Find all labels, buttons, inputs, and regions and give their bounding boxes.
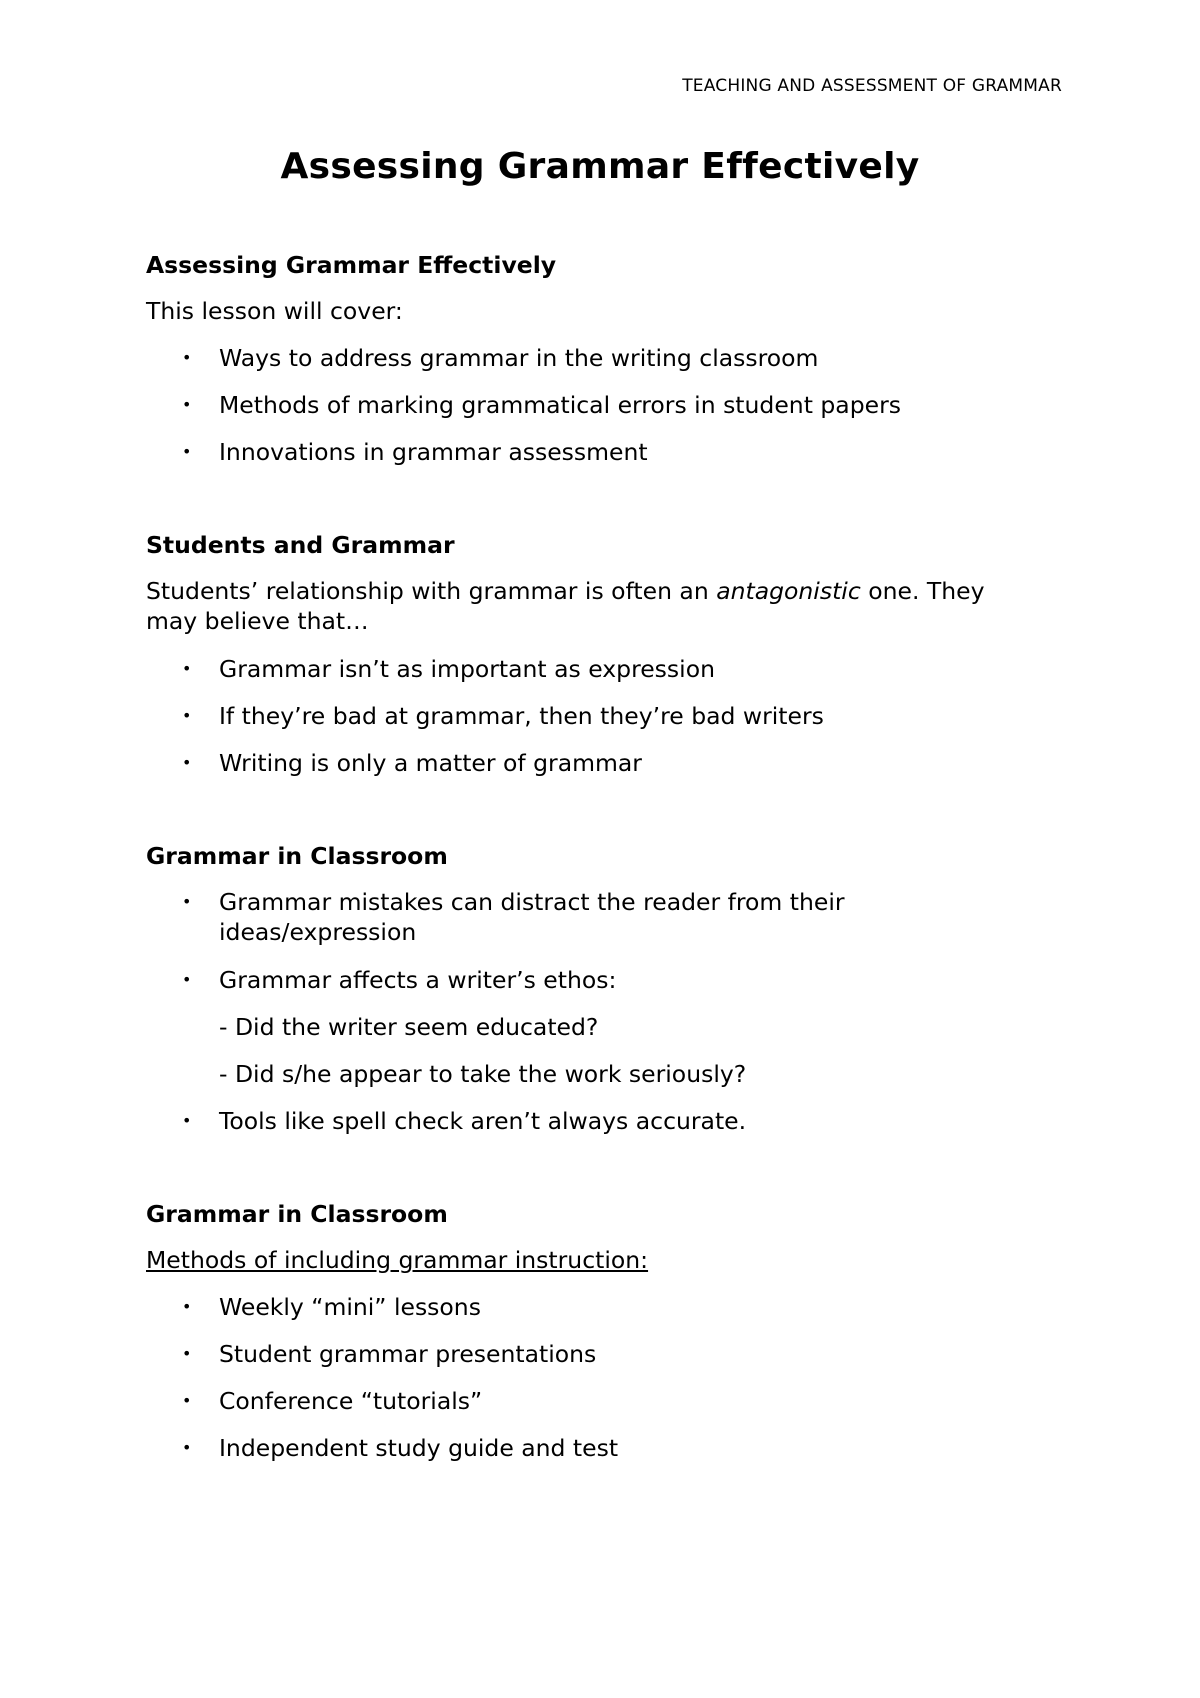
list-item-text: Ways to address grammar in the writing classroom	[219, 344, 819, 372]
bullet-icon: •	[182, 348, 192, 367]
document-title: Assessing Grammar Effectively	[280, 146, 920, 187]
section-heading: Students and Grammar	[146, 531, 455, 559]
list-item-text: Innovations in grammar assessment	[219, 438, 648, 466]
intro-text-start: Students’ relationship with grammar is often an	[146, 577, 717, 605]
bullet-icon: •	[182, 970, 192, 989]
bullet-icon: •	[182, 706, 192, 725]
list-item	[146, 1106, 1046, 1153]
list-item	[146, 1339, 1046, 1386]
bullet-icon: •	[182, 1344, 192, 1363]
sub-list-item: - Did s/he appear to take the work seriously?	[219, 1060, 747, 1088]
bullet-icon: •	[182, 1111, 192, 1130]
bullet-list	[146, 887, 1046, 1012]
list-item-text: Student grammar presentations	[219, 1340, 597, 1368]
intro-emphasis: antagonistic	[716, 577, 861, 605]
bullet-icon: •	[182, 753, 192, 772]
document-body	[146, 250, 1046, 1480]
section-grammar-in-classroom	[146, 841, 1046, 1153]
list-item	[146, 965, 1046, 1012]
list-item-text: Independent study guide and test	[219, 1434, 619, 1462]
section-grammar-in-classroom-methods	[146, 1199, 1046, 1480]
list-item-text: Writing is only a matter of grammar	[219, 749, 642, 777]
list-item-text: If they’re bad at grammar, then they’re bad writers	[219, 702, 824, 730]
list-item	[146, 654, 1046, 701]
section-heading: Grammar in Classroom	[146, 842, 448, 870]
running-header: TEACHING AND ASSESSMENT OF GRAMMAR	[682, 76, 1062, 96]
list-item-text: Tools like spell check aren’t always accurate.	[219, 1107, 747, 1135]
bullet-list	[146, 654, 1046, 795]
list-item-text: Grammar mistakes can distract the reader from their	[219, 888, 845, 916]
section-students-and-grammar	[146, 530, 1046, 795]
section-spacer	[146, 795, 1046, 841]
list-item-text: Conference “tutorials”	[219, 1387, 483, 1415]
section-heading: Assessing Grammar Effectively	[146, 251, 557, 279]
section-assessing-grammar	[146, 250, 1046, 484]
list-item	[146, 887, 1046, 965]
bullet-icon: •	[182, 442, 192, 461]
bullet-list	[146, 1106, 1046, 1153]
bullet-icon: •	[182, 1391, 192, 1410]
section-intro: This lesson will cover:	[146, 297, 403, 325]
list-item	[146, 390, 1046, 437]
section-heading: Grammar in Classroom	[146, 1200, 448, 1228]
list-item	[146, 1433, 1046, 1480]
sub-list-item: - Did the writer seem educated?	[219, 1013, 599, 1041]
bullet-list	[146, 343, 1046, 484]
list-item-text: Grammar isn’t as important as expression	[219, 655, 715, 683]
bullet-icon: •	[182, 1297, 192, 1316]
list-item-text-continued: ideas/expression	[219, 918, 417, 946]
bullet-icon: •	[182, 659, 192, 678]
list-item-text: Methods of marking grammatical errors in student papers	[219, 391, 901, 419]
list-item	[146, 701, 1046, 748]
bullet-list	[146, 1292, 1046, 1480]
list-item	[146, 1386, 1046, 1433]
list-item	[146, 748, 1046, 795]
section-spacer	[146, 484, 1046, 530]
list-item-text: Weekly “mini” lessons	[219, 1293, 481, 1321]
list-item-text: Grammar affects a writer’s ethos:	[219, 966, 617, 994]
section-spacer	[146, 1153, 1046, 1199]
bullet-icon: •	[182, 892, 192, 911]
section-intro	[146, 1245, 1046, 1292]
intro-text-line2: may believe that…	[146, 607, 369, 635]
list-item	[146, 343, 1046, 390]
underlined-intro: Methods of including grammar instruction:	[146, 1246, 649, 1274]
list-item	[146, 1292, 1046, 1339]
bullet-icon: •	[182, 395, 192, 414]
intro-text-end: one. They	[860, 577, 985, 605]
bullet-icon: •	[182, 1438, 192, 1457]
section-intro	[146, 576, 1046, 654]
list-item	[146, 437, 1046, 484]
